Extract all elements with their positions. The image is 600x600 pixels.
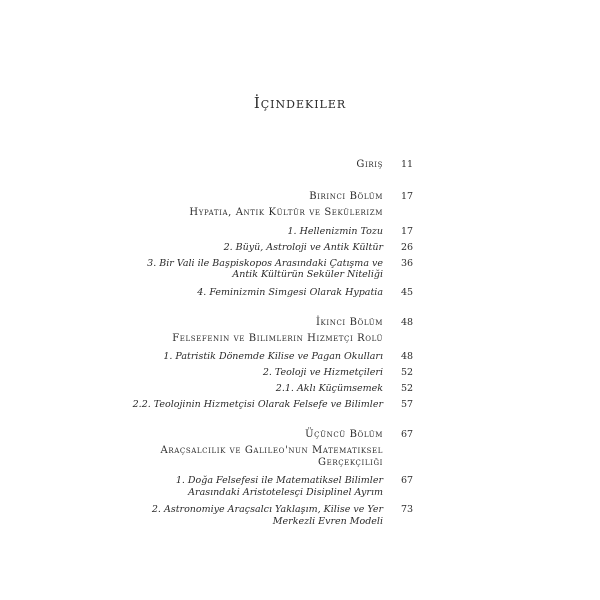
toc-page-number: 45 (401, 287, 414, 298)
toc-part-label: Üçüncü Bölüm (305, 429, 383, 440)
toc-label: 2. Teoloji ve Hizmetçileri (262, 367, 383, 378)
toc-label: 2.1. Aklı Küçümsemek (275, 383, 383, 394)
page-title: İçindekiler (253, 94, 347, 112)
toc-part-title: Felsefenin ve Bilimlerin Hizmetçi Rolü (172, 333, 383, 344)
toc-label: Merkezli Evren Modeli (272, 516, 383, 527)
toc-page-number: 48 (401, 317, 414, 328)
toc-part-title: Gerçekçiliği (318, 457, 383, 468)
toc-label: 2. Astronomiye Araçsalcı Yaklaşım, Kilise ve Yer (151, 504, 383, 515)
toc-label: 4. Feminizmin Simgesi Olarak Hypatia (197, 287, 383, 298)
toc-page-number: 26 (401, 242, 414, 253)
toc-part-title: Araçsalcılık ve Galileo'nun Matematiksel (160, 445, 383, 456)
toc-part-title: Hypatia, Antik Kültür ve Sekülerizm (189, 207, 383, 218)
toc-part-label: Birinci Bölüm (309, 191, 383, 202)
toc-page-number: 11 (401, 159, 414, 170)
toc-page-number: 48 (401, 351, 414, 362)
toc-label: 3. Bir Vali ile Başpiskopos Arasındaki Çatışma ve (147, 258, 383, 269)
toc-label: 2.2. Teolojinin Hizmetçisi Olarak Felsefe ve Bilimler (132, 399, 383, 410)
toc-label: Arasındaki Aristotelesçi Disiplinel Ayrım (188, 487, 383, 498)
toc-page-number: 67 (401, 475, 414, 486)
toc-page-number: 17 (401, 191, 414, 202)
toc-page-number: 36 (401, 258, 414, 269)
toc-page-number: 52 (401, 383, 414, 394)
toc-label: Antik Kültürün Seküler Niteliği (232, 269, 383, 280)
toc-part-label: İkinci Bölüm (316, 317, 383, 328)
toc-page-number: 73 (401, 504, 414, 515)
toc-label: 1. Patristik Dönemde Kilise ve Pagan Okulları (163, 351, 383, 362)
toc-page-number: 67 (401, 429, 414, 440)
toc-label: 2. Büyü, Astroloji ve Antik Kültür (223, 242, 383, 253)
toc-page-number: 17 (401, 226, 414, 237)
toc-label: Giriş (356, 159, 383, 170)
toc-label: 1. Doğa Felsefesi ile Matematiksel Bilimler (175, 475, 383, 486)
toc-page-number: 52 (401, 367, 414, 378)
toc-label: 1. Hellenizmin Tozu (287, 226, 383, 237)
toc-page-number: 57 (401, 399, 414, 410)
